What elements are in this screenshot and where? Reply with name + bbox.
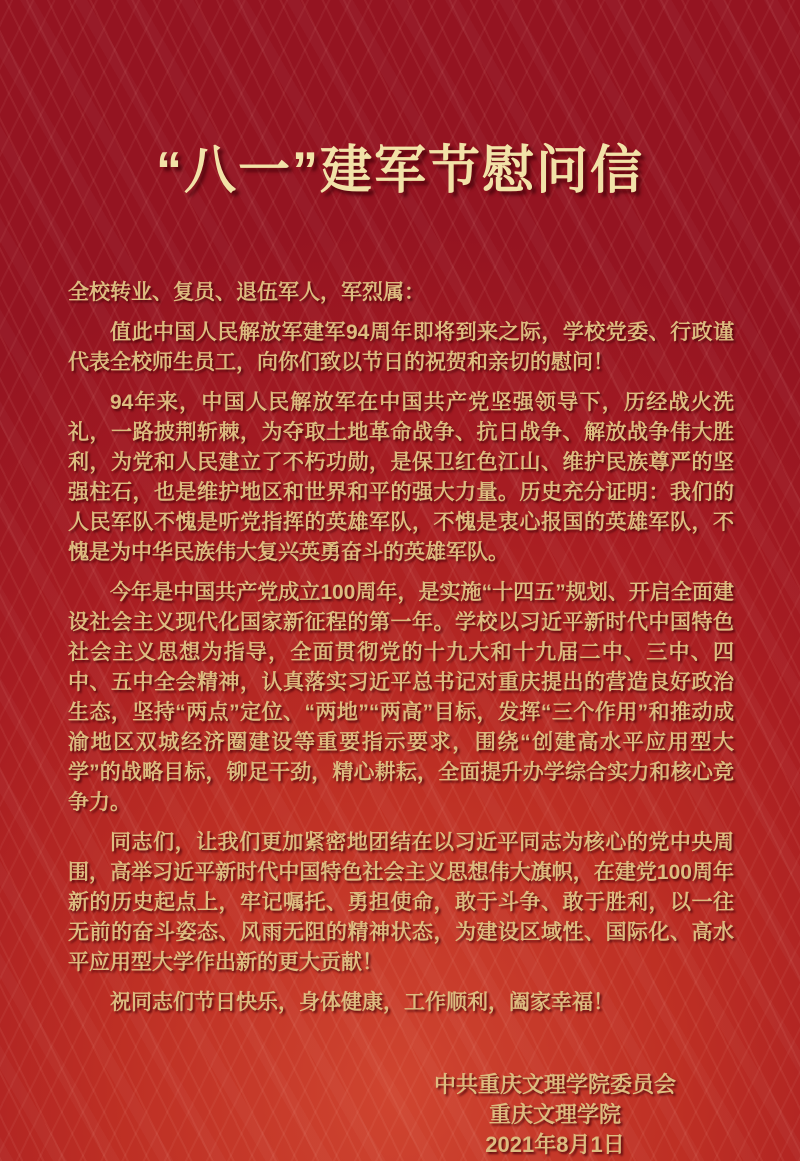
- letter-title: “八一”建军节慰问信: [155, 142, 644, 200]
- paragraph-call-to-action: 同志们，让我们更加紧密地团结在以习近平同志为核心的党中央周围，高举习近平新时代中国特色社会主义思想伟大旗帜，在建党100周年新的历史起点上，牢记嘱托、勇担使命，敢于斗争、敢于胜利，以一往无前的奋斗姿态、风雨无阻的精神状态，为建设区域性、国际化、高水平应用型大学作出新的更大贡献！: [68, 831, 734, 974]
- paragraph-greeting: 值此中国人民解放军建军94周年即将到来之际，学校党委、行政谨代表全校师生员工，向你们致以节日的祝贺和亲切的慰问！: [68, 321, 734, 374]
- paragraph-history: 94年来，中国人民解放军在中国共产党坚强领导下，历经战火洗礼，一路披荆斩棘，为夺取土地革命战争、抗日战争、解放战争伟大胜利，为党和人民建立了不朽功勋，是保卫红色江山、维护民族尊严的坚强柱石，也是维护地区和世界和平的强大力量。历史充分证明：我们的人民军队不愧是听党指挥的英雄军队，不愧是衷心报国的英雄军队，不愧是为中华民族伟大复兴英勇奋斗的英雄军队。: [68, 391, 734, 564]
- signature-block: [434, 1070, 676, 1160]
- signature-committee: 中共重庆文理学院委员会: [433, 1072, 676, 1097]
- paragraph-current-year: 今年是中国共产党成立100周年，是实施“十四五”规划、开启全面建设社会主义现代化国家新征程的第一年。学校以习近平新时代中国特色社会主义思想为指导，全面贯彻党的十九大和十九届二中、三中、四中、五中全会精神，认真落实习近平总书记对重庆提出的营造良好政治生态，坚持“两点”定位、“两地”“两高”目标，发挥“三个作用”和推动成渝地区双城经济圈建设等重要指示要求，围绕“创建高水平应用型大学”的战略目标，铆足干劲，精心耕耘，全面提升办学综合实力和核心竞争力。: [68, 581, 734, 814]
- signature-university: 重庆文理学院: [488, 1102, 621, 1127]
- paragraph-wishes: 祝同志们节日快乐，身体健康，工作顺利，阖家幸福！: [110, 991, 614, 1014]
- letter-body: [68, 278, 734, 1160]
- signature-date: 2021年8月1日: [485, 1132, 625, 1157]
- salutation: 全校转业、复员、退伍军人，军烈属：: [68, 281, 425, 304]
